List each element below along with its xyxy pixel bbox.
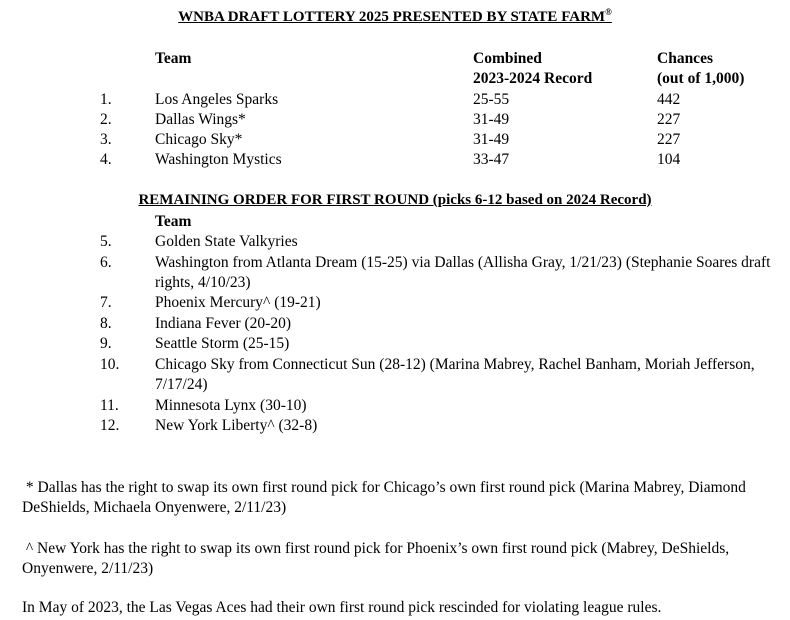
row-number: 4. xyxy=(100,151,112,168)
footnote-dallas: * Dallas has the right to swap its own first round pick for Chicago’s own first round pick (Marina Mabrey, Diamond DeShields, Michaela Onyenwere, 2/11/23) xyxy=(22,479,750,516)
row-number: 11. xyxy=(100,397,119,414)
row-number: 5. xyxy=(100,233,112,250)
row-chances: 227 xyxy=(657,131,681,148)
row-number: 7. xyxy=(100,294,112,311)
row-chances: 227 xyxy=(657,111,681,128)
row-number: 1. xyxy=(100,91,112,108)
registered-mark: ® xyxy=(605,7,612,17)
row-team: Los Angeles Sparks xyxy=(155,91,279,108)
team-header: Team xyxy=(155,50,192,67)
record-header-line1: Combined xyxy=(473,50,542,67)
row-team: Indiana Fever (20-20) xyxy=(155,315,292,332)
chances-header-line1: Chances xyxy=(657,50,713,67)
row-team: Chicago Sky from Connecticut Sun (28-12) (Marina Mabrey, Rachel Banham, Moriah Jefferson, 7/17/24) xyxy=(155,356,755,393)
row-team: Washington from Atlanta Dream (15-25) via Dallas (Allisha Gray, 1/21/23) (Stephanie Soares draft rights, 4/10/23) xyxy=(155,254,771,291)
row-number: 3. xyxy=(100,131,112,148)
row-chances: 442 xyxy=(657,91,681,108)
row-team: New York Liberty^ (32-8) xyxy=(155,417,318,434)
footnote-new-york: ^ New York has the right to swap its own first round pick for Phoenix’s own first round pick (Mabrey, DeShields, Onyenwere, 2/11/23) xyxy=(22,540,734,577)
row-record: 31-49 xyxy=(473,131,510,148)
chances-header-line2: (out of 1,000) xyxy=(657,70,745,87)
row-chances: 104 xyxy=(657,151,681,168)
record-header-line2: 2023-2024 Record xyxy=(473,70,593,87)
row-number: 8. xyxy=(100,315,112,332)
title-text: WNBA DRAFT LOTTERY 2025 PRESENTED BY STATE FARM xyxy=(178,9,606,25)
row-team: Phoenix Mercury^ (19-21) xyxy=(155,294,321,311)
row-team: Golden State Valkyries xyxy=(155,233,298,250)
row-team: Minnesota Lynx (30-10) xyxy=(155,397,307,414)
row-number: 2. xyxy=(100,111,112,128)
row-number: 9. xyxy=(100,335,112,352)
remaining-team-header: Team xyxy=(155,213,192,230)
footnote-las-vegas: In May of 2023, the Las Vegas Aces had their own first round pick rescinded for violating league rules. xyxy=(22,599,662,616)
row-team: Chicago Sky* xyxy=(155,131,243,148)
remaining-order-title: REMAINING ORDER FOR FIRST ROUND (picks 6-12 based on 2024 Record) xyxy=(138,192,652,208)
row-number: 10. xyxy=(100,356,120,373)
row-team: Dallas Wings* xyxy=(155,111,246,128)
row-record: 31-49 xyxy=(473,111,510,128)
row-number: 6. xyxy=(100,254,112,271)
row-team: Washington Mystics xyxy=(155,151,282,168)
row-team: Seattle Storm (25-15) xyxy=(155,335,290,352)
row-record: 25-55 xyxy=(473,91,510,108)
row-number: 12. xyxy=(100,417,120,434)
page-title xyxy=(0,7,790,27)
row-record: 33-47 xyxy=(473,151,510,168)
